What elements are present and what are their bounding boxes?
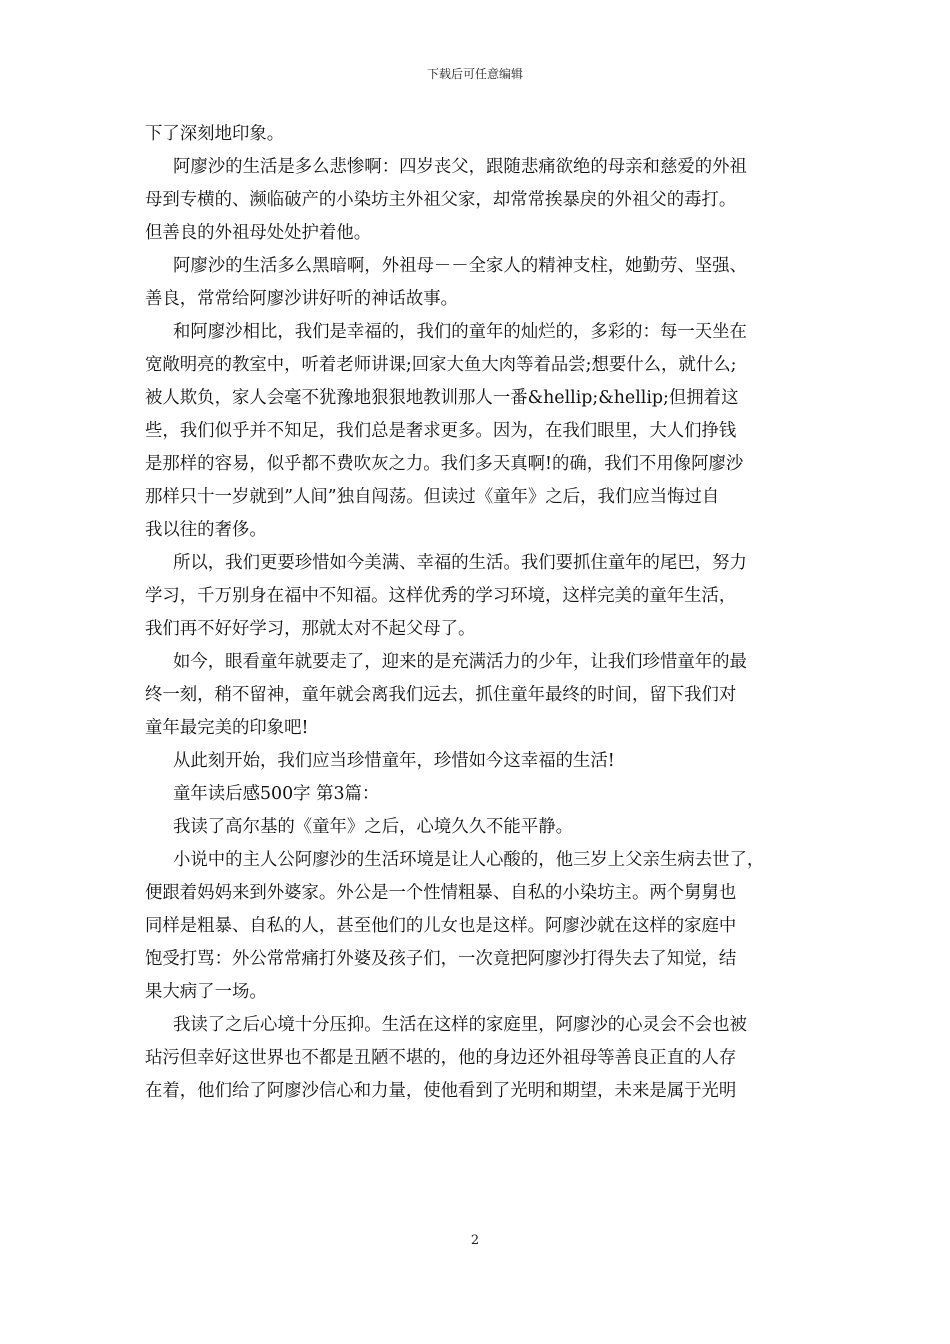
text-line: 些，我们似乎并不知足，我们总是奢求更多。因为，在我们眼里，大人们挣钱 <box>145 421 737 441</box>
text-line: 便跟着妈妈来到外婆家。外公是一个性情粗暴、自私的小染坊主。两个舅舅也 <box>145 883 737 903</box>
text-line: 我以往的奢侈。 <box>145 520 267 540</box>
paragraph-start-line: 阿廖沙的生活是多么悲惨啊：四岁丧父，跟随悲痛欲绝的母亲和慈爱的外祖 <box>173 157 747 177</box>
paragraph-start-line: 从此刻开始，我们应当珍惜童年，珍惜如今这幸福的生活! <box>173 751 615 771</box>
paragraph-start-line: 阿廖沙的生活多么黑暗啊，外祖母－－全家人的精神支柱，她勤劳、坚强、 <box>173 256 747 276</box>
text-line: 善良，常常给阿廖沙讲好听的神话故事。 <box>145 289 459 309</box>
text-line: 同样是粗暴、自私的人，甚至他们的儿女也是这样。阿廖沙就在这样的家庭中 <box>145 916 737 936</box>
text-line: 终一刻，稍不留神，童年就会离我们远去，抓住童年最终的时间，留下我们对 <box>145 685 737 705</box>
paragraph-start-line: 小说中的主人公阿廖沙的生活环境是让人心酸的，他三岁上父亲生病去世了， <box>173 850 765 870</box>
page-header: 下载后可任意编辑 <box>426 67 523 81</box>
paragraph-start-line: 所以，我们更要珍惜如今美满、幸福的生活。我们要抓住童年的尾巴，努力 <box>173 553 747 573</box>
text-line: 果大病了一场。 <box>145 982 267 1002</box>
text-line: 童年最完美的印象吧! <box>145 718 309 738</box>
text-line: 宽敞明亮的教室中，听着老师讲课;回家大鱼大肉等着品尝;想要什么，就什么; <box>145 355 737 375</box>
text-line: 饱受打骂：外公常常痛打外婆及孩子们，一次竟把阿廖沙打得失去了知觉，结 <box>145 949 737 969</box>
text-line: 但善良的外祖母处处护着他。 <box>145 223 372 243</box>
document-body <box>145 118 805 1108</box>
paragraph-start-line: 我读了之后心境十分压抑。生活在这样的家庭里，阿廖沙的心灵会不会也被 <box>173 1015 747 1035</box>
paragraph-start-line: 和阿廖沙相比，我们是幸福的，我们的童年的灿烂的，多彩的：每一天坐在 <box>173 322 747 342</box>
text-line: 下了深刻地印象。 <box>145 124 285 144</box>
text-line: 学习，千万别身在福中不知福。这样优秀的学习环境，这样完美的童年生活， <box>145 586 737 606</box>
text-line: 在着，他们给了阿廖沙信心和力量，使他看到了光明和期望，未来是属于光明 <box>145 1081 737 1101</box>
text-line: 母到专横的、濒临破产的小染坊主外祖父家，却常常挨暴戾的外祖父的毒打。 <box>145 190 737 210</box>
text-line: 我们再不好好学习，那就太对不起父母了。 <box>145 619 476 639</box>
paragraph-start-line: 我读了高尔基的《童年》之后，心境久久不能平静。 <box>173 817 573 837</box>
text-line: 被人欺负，家人会毫不犹豫地狠狠地教训那人一番&hellip;&hellip;但拥着这 <box>145 388 739 408</box>
section-heading-line: 童年读后感500字 第3篇： <box>173 784 380 804</box>
page-number: 2 <box>470 1233 480 1248</box>
text-line: 玷污但幸好这世界也不都是丑陋不堪的，他的身边还外祖母等善良正直的人存 <box>145 1048 737 1068</box>
text-line: 是那样的容易，似乎都不费吹灰之力。我们多天真啊!的确，我们不用像阿廖沙 <box>145 454 744 474</box>
text-line: 那样只十一岁就到”人间”独自闯荡。但读过《童年》之后，我们应当悔过自 <box>145 487 720 507</box>
paragraph-start-line: 如今，眼看童年就要走了，迎来的是充满活力的少年，让我们珍惜童年的最 <box>173 652 747 672</box>
